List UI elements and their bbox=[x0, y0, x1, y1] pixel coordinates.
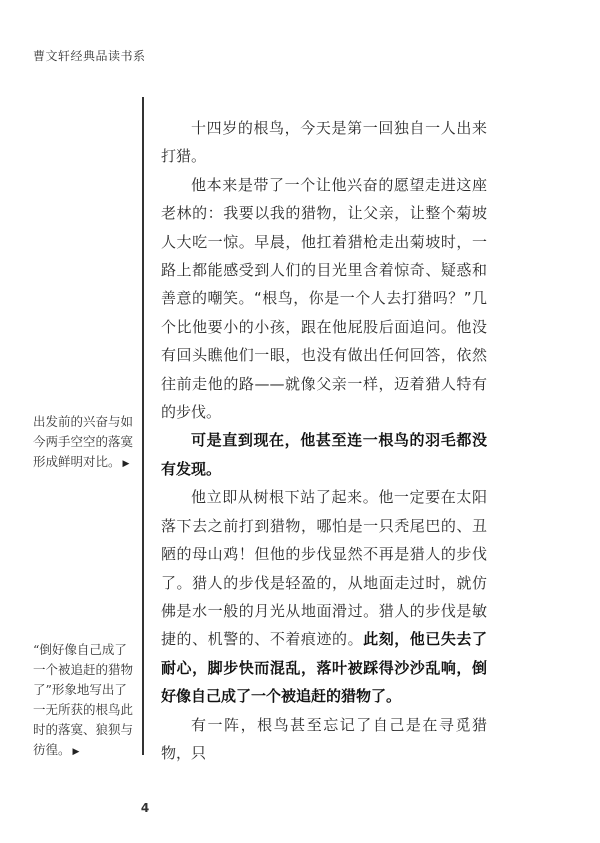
paragraph-4 bbox=[161, 483, 487, 710]
arrow-right-icon: ▶ bbox=[72, 747, 80, 757]
margin-note-excitement-contrast bbox=[33, 412, 137, 474]
paragraph-1: 十四岁的根鸟，今天是第一回独自一人出来打猎。 bbox=[161, 119, 487, 166]
paragraph-3-highlighted: 可是直到现在，他甚至连一根鸟的羽毛都没有发现。 bbox=[161, 431, 487, 478]
paragraph-4-highlighted-text: 此刻，他已失去了耐心，脚步快而混乱，落叶被踩得沙沙乱响，倒好像自己成了一个被追赶的猎物了。 bbox=[161, 630, 487, 706]
margin-note-text: 出发前的兴奋与如今两手空空的落寞形成鲜明对比。 bbox=[33, 414, 134, 469]
page-number: 4 bbox=[140, 801, 150, 815]
margin-note-hunted-prey bbox=[33, 640, 137, 762]
margin-note-text: “倒好像自己成了一个被追赶的猎物了”形象地写出了一无所获的根鸟此时的落寞、狼狈与彷徨。 bbox=[33, 642, 134, 757]
arrow-right-icon: ▶ bbox=[122, 459, 130, 469]
series-title: 曹文轩经典品读书系 bbox=[33, 49, 146, 63]
paragraph-2: 他本来是带了一个让他兴奋的愿望走进这座老林的：我要以我的猎物，让父亲，让整个菊坡人大吃一惊。早晨，他扛着猎枪走出菊坡时，一路上都能感受到人们的目光里含着惊奇、疑惑和善意的嘲笑。“根鸟，你是一个人去打猎吗？”几个比他要小的小孩，跟在他屁股后面追问。他没有回头瞧他们一眼，也没有做出任何回答，依然往前走他的路——就像父亲一样，迈着猎人特有的步伐。 bbox=[161, 175, 487, 422]
paragraph-5: 有一阵，根鸟甚至忘记了自己是在寻觅猎物，只 bbox=[161, 715, 487, 762]
paragraph-4-normal-text: 他立即从树根下站了起来。他一定要在太阳落下去之前打到猎物，哪怕是一只秃尾巴的、丑陋的母山鸡！但他的步伐显然不再是猎人的步伐了。猎人的步伐是轻盈的，从地面走过时，就仿佛是水一般的月光从地面滑过。猎人的步伐是敏捷的、机警的、不着痕迹的。 bbox=[161, 488, 487, 649]
margin-divider-line bbox=[142, 97, 144, 755]
main-text bbox=[161, 114, 487, 767]
